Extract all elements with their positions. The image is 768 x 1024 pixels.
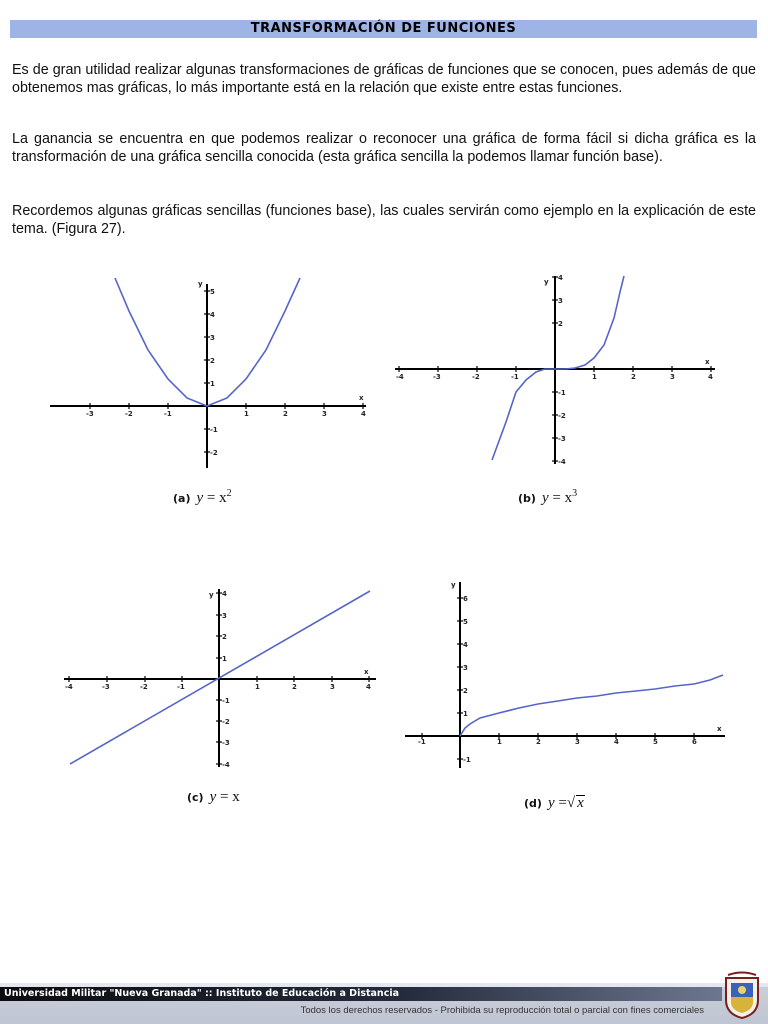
x-tick-label: -2 [472, 373, 480, 381]
y-tick-label: -1 [463, 756, 471, 764]
x-tick-label: -4 [65, 683, 73, 691]
x-tick-label: -1 [418, 738, 426, 746]
footer-rights: Todos los derechos reservados - Prohibida su reproducción total o parcial con fines comerciales [300, 1005, 704, 1016]
y-tick-label: 4 [210, 311, 215, 319]
graph-d [405, 578, 727, 773]
y-axis-label: y [198, 280, 203, 288]
x-tick-label: 6 [692, 738, 697, 746]
y-tick-label: 2 [222, 633, 227, 641]
x-axis-label: x [717, 725, 722, 733]
curve-sqrt [460, 675, 723, 736]
x-tick-label: -1 [164, 410, 172, 418]
x-tick-label: 1 [592, 373, 597, 381]
y-tick-label: -2 [210, 449, 218, 457]
x-tick-label: 4 [614, 738, 619, 746]
x-tick-label: 2 [283, 410, 288, 418]
y-tick-label: -1 [210, 426, 218, 434]
y-tick-label: 5 [210, 288, 215, 296]
y-tick-label: 4 [463, 641, 468, 649]
x-tick-label: -1 [511, 373, 519, 381]
y-tick-label: 1 [210, 380, 215, 388]
y-axis-label: y [451, 581, 456, 589]
y-axis-label: y [209, 591, 214, 599]
x-tick-label: 1 [244, 410, 249, 418]
y-tick-label: 2 [210, 357, 215, 365]
y-tick-label: 1 [463, 710, 468, 718]
paragraph-recordemos: Recordemos algunas gráficas sencillas (funciones base), las cuales servirán como ejemplo en la explicación de este tema. (Figura 27). [12, 203, 756, 237]
caption-d: (d) y =√ x [524, 795, 584, 811]
x-tick-label: 4 [361, 410, 366, 418]
x-tick-label: -1 [177, 683, 185, 691]
x-tick-label: 3 [575, 738, 580, 746]
y-tick-label: 3 [558, 297, 563, 305]
x-tick-label: -2 [140, 683, 148, 691]
y-tick-label: -2 [558, 412, 566, 420]
x-tick-label: 5 [653, 738, 658, 746]
y-tick-label: 3 [210, 334, 215, 342]
y-tick-label: -4 [222, 761, 230, 769]
y-tick-label: -2 [222, 718, 230, 726]
paragraph-intro: Es de gran utilidad realizar algunas transformaciones de gráficas de funciones que se conocen, pues además de que obtenemos mas gráficas, lo más importante está en la relación que existe entre estas funciones. [12, 62, 756, 96]
x-tick-label: 1 [255, 683, 260, 691]
y-tick-label: -1 [558, 389, 566, 397]
x-tick-label: 2 [292, 683, 297, 691]
graph-b [395, 272, 720, 467]
x-tick-label: -3 [433, 373, 441, 381]
y-tick-label: 6 [463, 595, 468, 603]
page-footer [0, 983, 768, 1024]
x-tick-label: 3 [330, 683, 335, 691]
footer-institution: Universidad Militar "Nueva Granada" :: Instituto de Educación a Distancia [4, 988, 399, 999]
y-axis-label: y [544, 278, 549, 286]
x-tick-label: 4 [366, 683, 371, 691]
y-tick-label: 3 [222, 612, 227, 620]
y-tick-label: 4 [558, 274, 563, 282]
y-tick-label: 2 [463, 687, 468, 695]
y-tick-label: -1 [222, 697, 230, 705]
y-tick-label: 2 [558, 320, 563, 328]
x-axis-label: x [705, 358, 710, 366]
caption-b: (b) $y = x^3$ [518, 488, 578, 506]
x-tick-label: 4 [708, 373, 713, 381]
x-tick-label: -3 [102, 683, 110, 691]
x-tick-label: 1 [497, 738, 502, 746]
y-tick-label: -4 [558, 458, 566, 466]
y-tick-label: 5 [463, 618, 468, 626]
y-tick-label: -3 [222, 739, 230, 747]
graph-c [64, 585, 379, 770]
x-axis-label: x [359, 394, 364, 402]
x-tick-label: 3 [322, 410, 327, 418]
x-tick-label: 2 [631, 373, 636, 381]
caption-c: (c) y = x [187, 789, 240, 805]
x-tick-label: -2 [125, 410, 133, 418]
university-shield-icon [722, 970, 762, 1020]
x-axis-label: x [364, 668, 369, 676]
x-tick-label: 3 [670, 373, 675, 381]
x-tick-label: 2 [536, 738, 541, 746]
caption-a: (a) $y = x^2$ [173, 488, 232, 506]
page-title: TRANSFORMACIÓN DE FUNCIONES [10, 20, 757, 38]
x-tick-label: -3 [86, 410, 94, 418]
y-tick-label: 4 [222, 590, 227, 598]
y-tick-label: 1 [222, 655, 227, 663]
graph-a [50, 270, 370, 470]
paragraph-ganancia: La ganancia se encuentra en que podemos realizar o reconocer una gráfica de forma fácil si dicha gráfica es la transformación de una gráfica sencilla conocida (esta gráfica sencilla la podemos llamar función base). [12, 131, 756, 165]
x-tick-label: -4 [396, 373, 404, 381]
y-tick-label: -3 [558, 435, 566, 443]
y-tick-label: 3 [463, 664, 468, 672]
